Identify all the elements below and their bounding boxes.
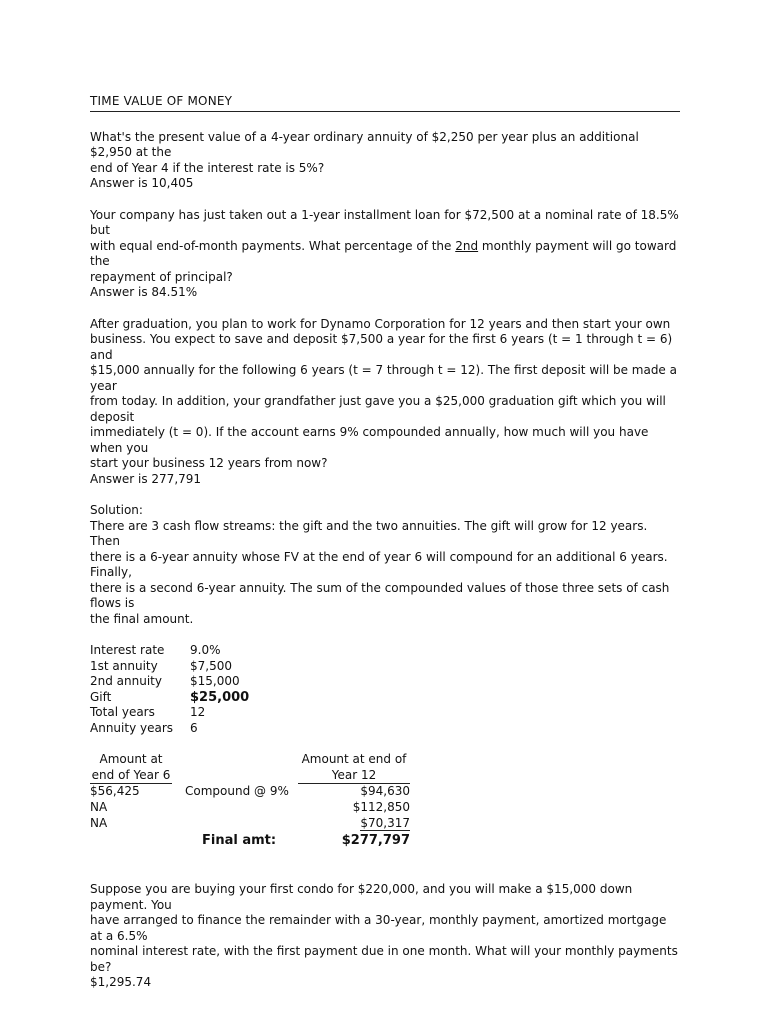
header-line: Amount at	[99, 752, 163, 766]
solution-text: There are 3 cash flow streams: the gift and the two annuities. The gift will grow for 12 years. Then	[90, 518, 648, 548]
question-text: repayment of principal?	[90, 269, 233, 284]
question-text: What's the present value of a 4-year ordinary annuity of $2,250 per year plus an additional $2,950 at the	[90, 129, 639, 159]
question-text: end of Year 4 if the interest rate is 5%?	[90, 160, 325, 175]
solution-text: the final amount.	[90, 611, 194, 626]
question-text: Your company has just taken out a 1-year installment loan for $72,500 at a nominal rate of 18.5% but	[90, 207, 679, 237]
table-cell: $112,850	[352, 800, 410, 814]
table-cell: $56,425	[90, 784, 140, 798]
solution	[90, 503, 680, 627]
param-row	[90, 721, 680, 737]
question-text: Suppose you are buying your first condo for $220,000, and you will make a $15,000 down payment. You	[90, 882, 633, 912]
solution-heading: Solution:	[90, 503, 143, 517]
answer-text: Answer is 84.51%	[90, 285, 198, 299]
column-header-year6	[90, 752, 172, 783]
column-header-year12	[298, 752, 410, 783]
param-row	[90, 643, 680, 659]
param-value: $7,500	[190, 658, 232, 673]
question-4	[90, 882, 680, 991]
final-amount-label: Final amt:	[202, 833, 277, 848]
question-1	[90, 130, 680, 192]
question-text: nominal interest rate, with the first payment due in one month. What will your monthly payments be?	[90, 944, 678, 974]
question-text: immediately (t = 0). If the account earns 9% compounded annually, how much will you have when you	[90, 425, 649, 455]
table-cell: NA	[90, 816, 108, 830]
param-row	[90, 659, 680, 675]
answer-text: $1,295.74	[90, 975, 152, 989]
header-line: Amount at end of	[301, 752, 407, 766]
param-value: $15,000	[190, 674, 240, 688]
param-label: Interest rate	[90, 643, 165, 657]
solution-text: there is a 6-year annuity whose FV at the end of year 6 will compound for an additional 6 years. Finally,	[90, 549, 668, 579]
question-text-segment: monthly payment will go toward the	[90, 238, 677, 268]
param-row	[90, 674, 680, 690]
question-3	[90, 317, 680, 488]
table-cell: NA	[90, 800, 108, 814]
param-value: 12	[190, 705, 206, 719]
question-text: After graduation, you plan to work for Dynamo Corporation for 12 years and then start your own	[90, 316, 671, 331]
underlined-value: $70,317	[360, 816, 410, 830]
param-value: $25,000	[190, 689, 250, 705]
param-value: 9.0%	[190, 643, 221, 657]
question-text: start your business 12 years from now?	[90, 456, 328, 470]
final-amount-value: $277,797	[341, 833, 410, 848]
param-row	[90, 705, 680, 721]
page-title: TIME VALUE OF MONEY	[90, 94, 680, 112]
param-label: Gift	[90, 689, 112, 704]
question-text: business. You expect to save and deposit $7,500 a year for the first 6 years (t = 1 through t = 6) and	[90, 332, 673, 362]
answer-text: Answer is 10,405	[90, 176, 194, 190]
question-text	[90, 239, 680, 270]
header-line: Year 12	[331, 767, 377, 782]
question-text-segment: with equal end-of-month payments. What percentage of the	[90, 238, 456, 253]
param-label: 2nd annuity	[90, 674, 162, 688]
param-row	[90, 690, 680, 706]
question-text: $15,000 annually for the following 6 years (t = 7 through t = 12). The first deposit will be made a year	[90, 363, 677, 393]
table-cell: $94,630	[360, 784, 410, 798]
underlined-word: 2nd	[455, 238, 479, 253]
param-value: 6	[190, 720, 198, 735]
answer-text: Answer is 277,791	[90, 471, 202, 486]
document-page	[90, 94, 680, 1007]
compounding-table	[90, 752, 410, 852]
question-text: from today. In addition, your grandfather just gave you a $25,000 graduation gift which you will deposit	[90, 394, 666, 424]
solution-text: there is a second 6-year annuity. The sum of the compounded values of those three sets of cash flows is	[90, 580, 670, 610]
parameters-list	[90, 643, 680, 736]
question-2	[90, 208, 680, 301]
table-cell: Compound @ 9%	[185, 784, 289, 798]
param-label: Annuity years	[90, 720, 174, 735]
question-text: have arranged to finance the remainder with a 30-year, monthly payment, amortized mortgage at a 6.5%	[90, 913, 667, 943]
header-line: end of Year 6	[91, 767, 171, 782]
table-cell	[298, 816, 410, 832]
param-label: 1st annuity	[90, 658, 158, 673]
param-label: Total years	[90, 705, 155, 719]
